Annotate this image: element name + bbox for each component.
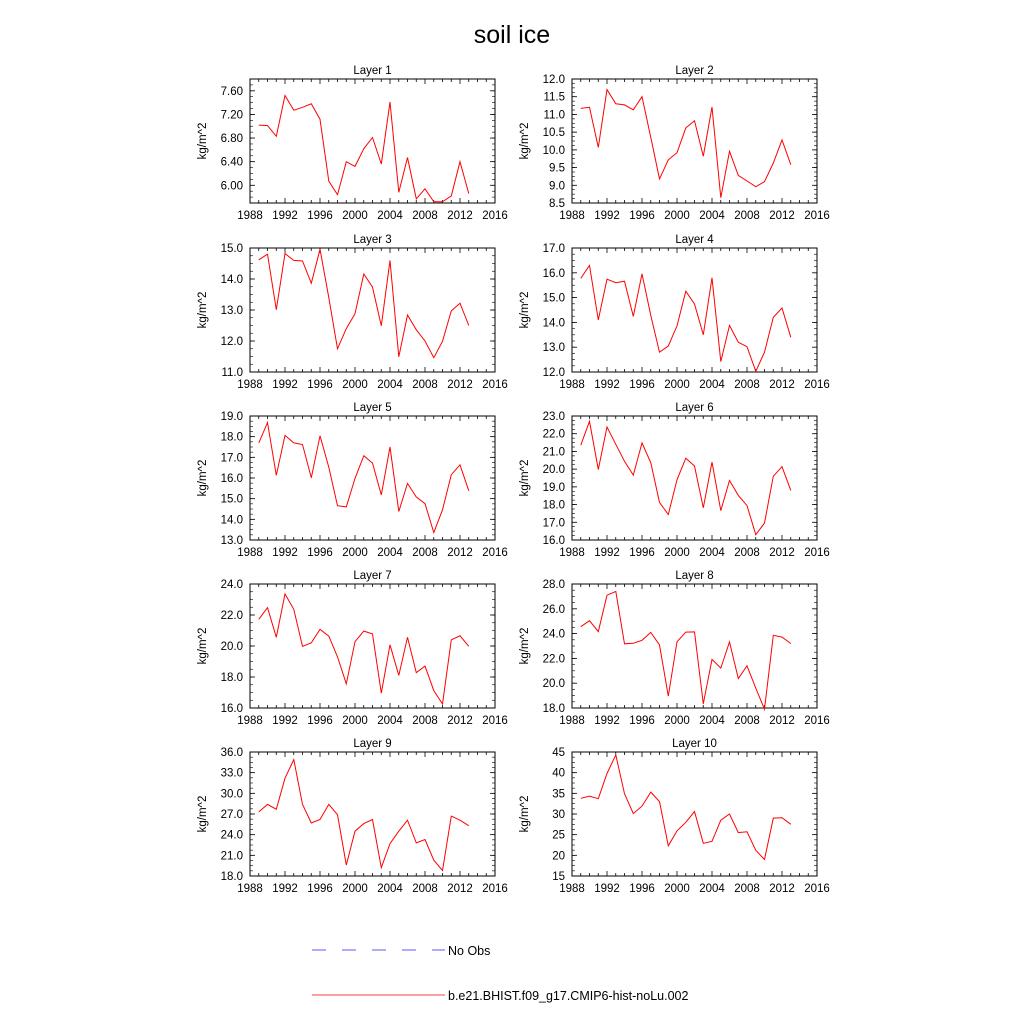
y-tick-label: 22.0 [542, 653, 565, 666]
y-tick-label: 35 [552, 788, 565, 801]
x-tick-label: 2004 [699, 210, 725, 222]
x-tick-label: 2012 [447, 210, 473, 222]
panels [197, 65, 830, 895]
y-tick-label: 19.0 [542, 481, 565, 494]
y-tick-label: 10.5 [542, 127, 565, 140]
x-tick-label: 2004 [377, 379, 403, 391]
x-tick-label: 1996 [629, 547, 655, 559]
x-tick-label: 1992 [594, 210, 620, 222]
x-tick-label: 2012 [769, 547, 795, 559]
y-tick-label: 11.5 [543, 91, 565, 104]
panel-title: Layer 9 [353, 738, 392, 750]
y-tick-label: 24.0 [220, 579, 243, 591]
y-tick-label: 14.0 [220, 274, 243, 286]
y-tick-label: 20 [552, 850, 565, 863]
x-tick-label: 1996 [307, 715, 333, 727]
y-tick-label: 25 [552, 829, 565, 842]
y-tick-label: 18.0 [220, 431, 243, 444]
x-tick-label: 1992 [594, 715, 620, 727]
panel-layer-2 [519, 65, 830, 222]
x-tick-label: 2004 [377, 547, 403, 559]
legend [312, 944, 688, 1003]
y-tick-label: 6.80 [220, 133, 243, 146]
series-line [581, 421, 791, 534]
y-tick-label: 10.0 [542, 144, 565, 157]
x-tick-label: 2016 [804, 715, 830, 727]
x-tick-label: 1988 [559, 379, 585, 391]
y-tick-label: 45 [552, 747, 565, 759]
x-tick-label: 2008 [412, 547, 438, 559]
x-tick-label: 2008 [412, 883, 438, 895]
y-tick-label: 16.0 [220, 703, 243, 715]
y-tick-label: 21.0 [220, 850, 243, 863]
x-tick-label: 1988 [559, 547, 585, 559]
series-line [259, 760, 469, 871]
legend-model-label: b.e21.BHIST.f09_g17.CMIP6-hist-noLu.002 [448, 989, 689, 1003]
y-tick-label: 36.0 [220, 747, 243, 759]
y-axis-label: kg/m^2 [519, 291, 531, 329]
y-tick-label: 27.0 [220, 809, 243, 821]
panel-title: Layer 5 [353, 402, 392, 414]
x-tick-label: 2000 [664, 210, 690, 222]
y-tick-label: 20.0 [542, 464, 565, 477]
x-tick-label: 1996 [307, 210, 333, 222]
x-tick-label: 2000 [342, 715, 368, 727]
x-tick-label: 2012 [447, 715, 473, 727]
x-tick-label: 2012 [447, 547, 473, 559]
y-tick-label: 16.0 [542, 535, 565, 547]
x-tick-label: 1996 [629, 379, 655, 391]
x-tick-label: 2008 [412, 379, 438, 391]
y-tick-label: 23.0 [542, 411, 565, 423]
plot-frame [250, 416, 495, 540]
y-tick-label: 15.0 [542, 292, 565, 305]
y-tick-label: 17.0 [220, 452, 243, 465]
y-tick-label: 30.0 [220, 788, 243, 801]
series-line [259, 594, 469, 704]
panel-layer-3 [197, 234, 508, 391]
x-tick-label: 2008 [734, 379, 760, 391]
x-tick-label: 2012 [447, 883, 473, 895]
series-line [259, 96, 469, 202]
x-tick-label: 2008 [734, 210, 760, 222]
series-line [259, 249, 469, 358]
y-axis-label: kg/m^2 [519, 627, 531, 665]
x-tick-label: 1996 [629, 210, 655, 222]
y-tick-label: 6.40 [220, 156, 243, 169]
x-tick-label: 2000 [342, 883, 368, 895]
panel-layer-5 [197, 402, 508, 559]
y-axis-label: kg/m^2 [519, 459, 531, 497]
y-tick-label: 6.00 [220, 180, 243, 193]
x-tick-label: 1988 [237, 547, 263, 559]
x-tick-label: 2012 [447, 379, 473, 391]
y-tick-label: 17.0 [542, 243, 565, 255]
series-line [581, 755, 791, 860]
x-tick-label: 2016 [482, 715, 508, 727]
x-tick-label: 2000 [664, 379, 690, 391]
y-tick-label: 40 [552, 767, 565, 780]
panel-title: Layer 4 [675, 234, 714, 246]
x-tick-label: 2004 [699, 379, 725, 391]
y-tick-label: 12.0 [542, 74, 565, 86]
x-tick-label: 2004 [699, 547, 725, 559]
x-tick-label: 2000 [342, 210, 368, 222]
y-tick-label: 13.0 [542, 342, 565, 355]
legend-no-obs-label: No Obs [448, 944, 491, 958]
x-tick-label: 1996 [307, 547, 333, 559]
plot-frame [572, 416, 817, 540]
y-axis-label: kg/m^2 [197, 459, 209, 497]
x-tick-label: 2016 [804, 379, 830, 391]
y-tick-label: 12.0 [542, 367, 565, 379]
x-tick-label: 2004 [699, 883, 725, 895]
x-tick-label: 1992 [272, 547, 298, 559]
x-tick-label: 1992 [272, 210, 298, 222]
x-tick-label: 2016 [804, 210, 830, 222]
x-tick-label: 1992 [594, 883, 620, 895]
figure-title: soil ice [473, 21, 551, 49]
x-tick-label: 1992 [594, 547, 620, 559]
y-tick-label: 16.0 [220, 473, 243, 485]
plot-frame [572, 79, 817, 203]
x-tick-label: 2016 [482, 883, 508, 895]
x-tick-label: 1992 [272, 883, 298, 895]
plot-frame [572, 584, 817, 708]
x-tick-label: 2008 [412, 715, 438, 727]
y-tick-label: 18.0 [542, 703, 565, 715]
y-tick-label: 9.0 [549, 180, 565, 193]
x-tick-label: 2008 [412, 210, 438, 222]
y-tick-label: 22.0 [220, 610, 243, 622]
panel-layer-8 [519, 570, 830, 727]
y-tick-label: 15.0 [220, 493, 243, 506]
series-line [259, 423, 469, 533]
series-line [581, 265, 791, 371]
x-tick-label: 2008 [734, 715, 760, 727]
x-tick-label: 1988 [559, 883, 585, 895]
x-tick-label: 2016 [804, 883, 830, 895]
y-tick-label: 16.0 [542, 267, 565, 280]
panel-title: Layer 3 [353, 234, 392, 246]
y-tick-label: 15.0 [220, 243, 243, 255]
y-tick-label: 11.0 [221, 367, 243, 379]
y-tick-label: 11.0 [543, 109, 565, 122]
panel-title: Layer 7 [353, 570, 392, 582]
x-tick-label: 2012 [769, 715, 795, 727]
y-tick-label: 12.0 [220, 336, 243, 348]
y-axis-label: kg/m^2 [197, 122, 209, 160]
y-tick-label: 26.0 [542, 603, 565, 616]
panel-title: Layer 2 [675, 65, 714, 77]
y-tick-label: 20.0 [542, 678, 565, 691]
y-tick-label: 19.0 [220, 411, 243, 423]
y-tick-label: 13.0 [220, 305, 243, 317]
x-tick-label: 2004 [377, 210, 403, 222]
x-tick-label: 1996 [307, 379, 333, 391]
x-tick-label: 2012 [769, 210, 795, 222]
y-axis-label: kg/m^2 [197, 291, 209, 329]
y-tick-label: 7.60 [220, 85, 243, 98]
y-tick-label: 24.0 [220, 829, 243, 842]
plot-frame [250, 248, 495, 372]
x-tick-label: 2004 [377, 883, 403, 895]
y-tick-label: 20.0 [220, 641, 243, 653]
y-tick-label: 30 [552, 809, 565, 821]
x-tick-label: 2016 [482, 379, 508, 391]
x-tick-label: 2000 [664, 547, 690, 559]
x-tick-label: 2012 [769, 883, 795, 895]
x-tick-label: 1988 [237, 715, 263, 727]
plot-frame [250, 752, 495, 876]
y-tick-label: 18.0 [220, 672, 243, 684]
series-line [581, 90, 791, 198]
x-tick-label: 1996 [307, 883, 333, 895]
x-tick-label: 1988 [237, 379, 263, 391]
panel-title: Layer 6 [675, 402, 714, 414]
y-tick-label: 17.0 [542, 517, 565, 530]
y-tick-label: 13.0 [220, 535, 243, 547]
x-tick-label: 2008 [734, 547, 760, 559]
y-tick-label: 14.0 [220, 514, 243, 527]
y-axis-label: kg/m^2 [197, 795, 209, 833]
y-tick-label: 28.0 [542, 579, 565, 591]
panel-layer-6 [519, 402, 830, 559]
series-line [581, 591, 791, 709]
x-tick-label: 1996 [629, 883, 655, 895]
x-tick-label: 2008 [734, 883, 760, 895]
x-tick-label: 1992 [594, 379, 620, 391]
x-tick-label: 2000 [342, 379, 368, 391]
x-tick-label: 2000 [664, 715, 690, 727]
x-tick-label: 2016 [804, 547, 830, 559]
x-tick-label: 2000 [664, 883, 690, 895]
x-tick-label: 2016 [482, 210, 508, 222]
x-tick-label: 2012 [769, 379, 795, 391]
y-tick-label: 8.5 [549, 198, 565, 210]
panel-layer-4 [519, 234, 830, 391]
x-tick-label: 2000 [342, 547, 368, 559]
plot-frame [250, 584, 495, 708]
y-axis-label: kg/m^2 [519, 795, 531, 833]
x-tick-label: 1988 [237, 210, 263, 222]
x-tick-label: 2004 [699, 715, 725, 727]
x-tick-label: 2016 [482, 547, 508, 559]
x-tick-label: 1992 [272, 715, 298, 727]
y-tick-label: 18.0 [542, 499, 565, 512]
y-tick-label: 21.0 [542, 446, 565, 459]
panel-layer-1 [197, 65, 508, 222]
y-axis-label: kg/m^2 [197, 627, 209, 665]
panel-title: Layer 10 [672, 738, 717, 750]
x-tick-label: 1988 [559, 715, 585, 727]
y-tick-label: 7.20 [220, 109, 243, 122]
x-tick-label: 1996 [629, 715, 655, 727]
y-tick-label: 9.5 [549, 162, 565, 175]
x-tick-label: 1988 [559, 210, 585, 222]
x-tick-label: 2004 [377, 715, 403, 727]
panel-layer-9 [197, 738, 508, 895]
x-tick-label: 1992 [272, 379, 298, 391]
panel-title: Layer 1 [353, 65, 392, 77]
panel-title: Layer 8 [675, 570, 714, 582]
panel-layer-10 [519, 738, 830, 895]
y-tick-label: 18.0 [220, 871, 243, 883]
y-tick-label: 15 [552, 871, 565, 883]
panel-layer-7 [197, 570, 508, 727]
y-tick-label: 33.0 [220, 767, 243, 780]
x-tick-label: 1988 [237, 883, 263, 895]
y-axis-label: kg/m^2 [519, 122, 531, 160]
y-tick-label: 22.0 [542, 428, 565, 441]
y-tick-label: 24.0 [542, 628, 565, 641]
y-tick-label: 14.0 [542, 317, 565, 330]
